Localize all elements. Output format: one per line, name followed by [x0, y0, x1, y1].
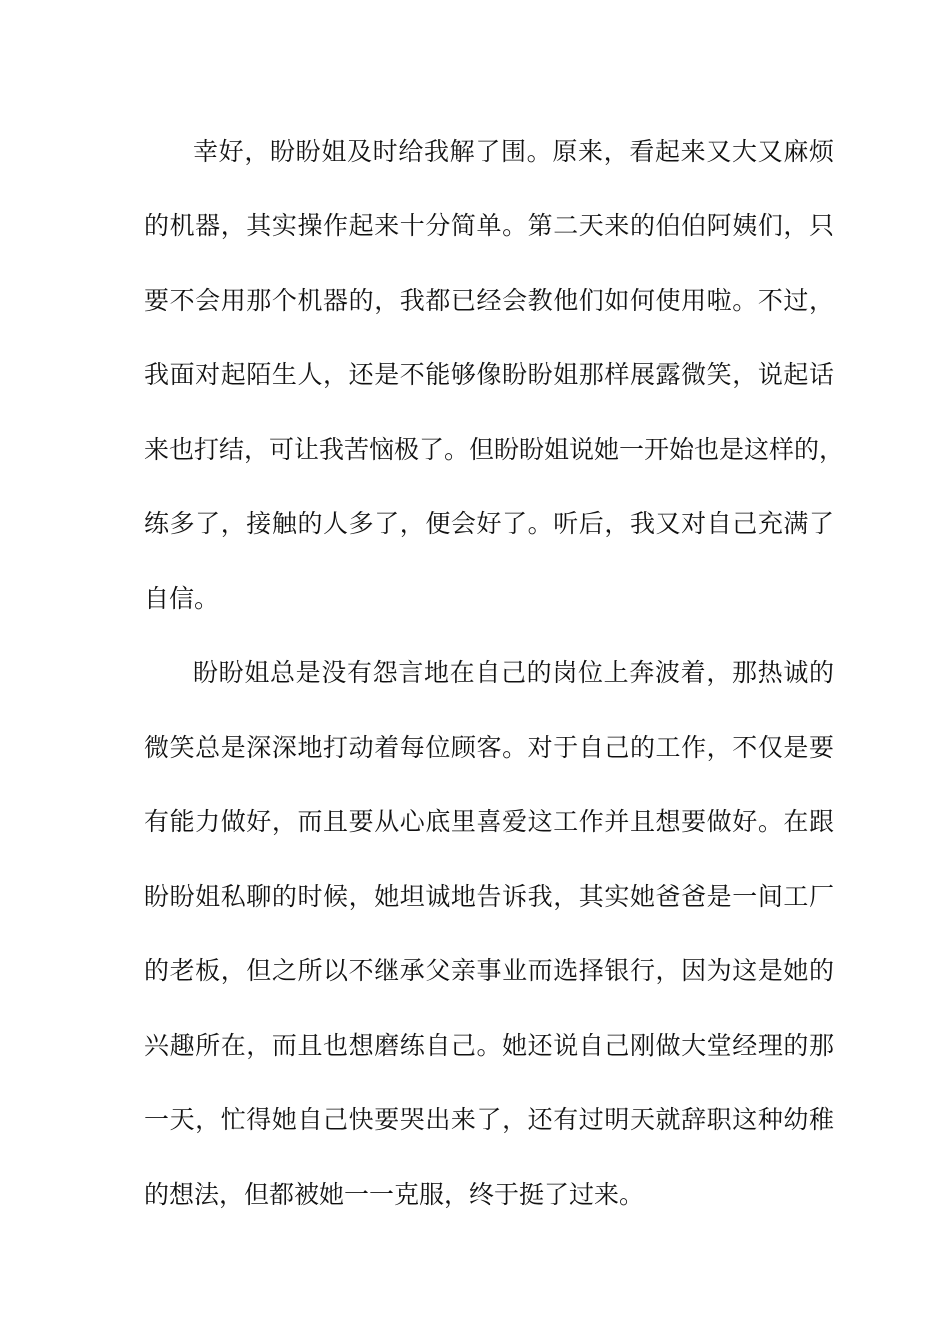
paragraph-1-line-5: 来也打结，可让我苦恼极了。但盼盼姐说她一开始也是这样的，	[144, 435, 845, 464]
paragraph-2-line-3: 有能力做好，而且要从心底里喜爱这工作并且想要做好。在跟	[144, 807, 834, 836]
paragraph-2-line-4: 盼盼姐私聊的时候，她坦诚地告诉我，其实她爸爸是一间工厂	[144, 882, 834, 911]
paragraph-1-line-7: 自信。	[144, 584, 220, 613]
paragraph-2-line-8: 的想法，但都被她一一克服，终于挺了过来。	[144, 1180, 645, 1209]
paragraph-2-line-7: 一天，忙得她自己快要哭出来了，还有过明天就辞职这种幼稚	[144, 1105, 834, 1134]
paragraph-1-line-6: 练多了，接触的人多了，便会好了。听后，我又对自己充满了	[144, 509, 834, 538]
paragraph-1-line-2: 的机器，其实操作起来十分简单。第二天来的伯伯阿姨们，只	[144, 211, 834, 240]
paragraph-1-line-3: 要不会用那个机器的，我都已经会教他们如何使用啦。不过，	[144, 286, 834, 315]
paragraph-2-line-5: 的老板，但之所以不继承父亲事业而选择银行，因为这是她的	[144, 956, 834, 985]
paragraph-1-line-4: 我面对起陌生人，还是不能够像盼盼姐那样展露微笑，说起话	[144, 360, 834, 389]
paragraph-2-line-2: 微笑总是深深地打动着每位顾客。对于自己的工作，不仅是要	[144, 733, 834, 762]
paragraph-1-line-1: 幸好，盼盼姐及时给我解了围。原来，看起来又大又麻烦	[193, 137, 834, 166]
paragraph-2-line-6: 兴趣所在，而且也想磨练自己。她还说自己刚做大堂经理的那	[144, 1031, 834, 1060]
paragraph-2-line-1: 盼盼姐总是没有怨言地在自己的岗位上奔波着，那热诚的	[193, 658, 834, 687]
